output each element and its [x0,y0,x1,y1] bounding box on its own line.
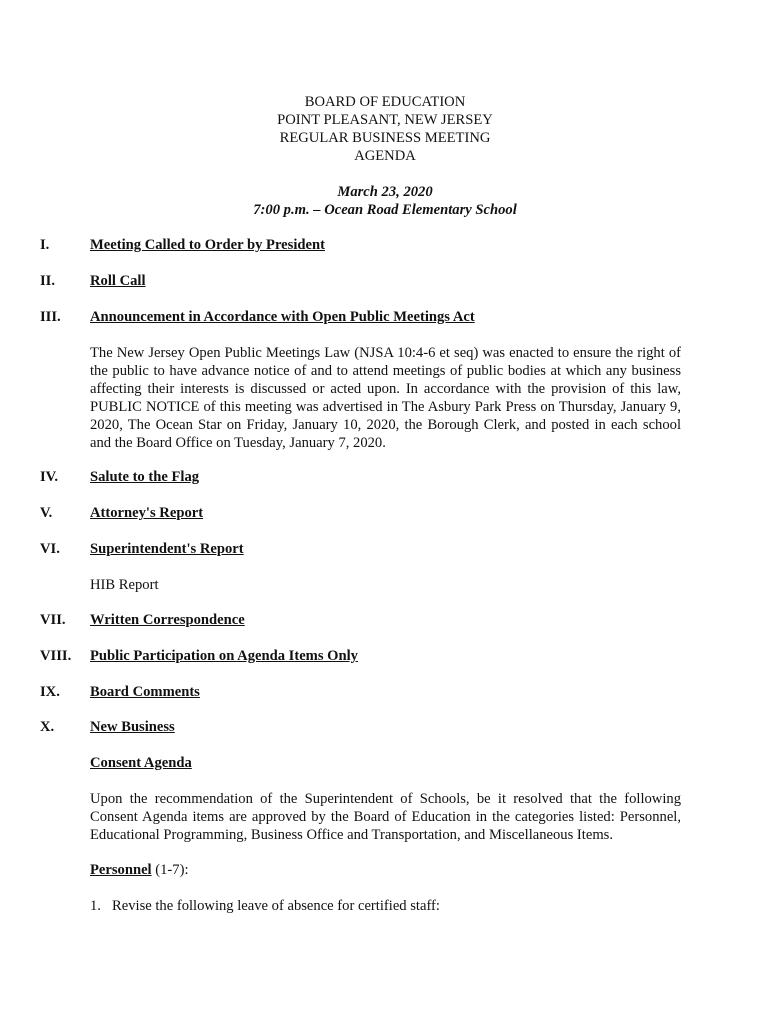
agenda-item-number: IX. [40,684,60,700]
agenda-item-label: Salute to the Flag [90,469,200,485]
agenda-item-label: Public Participation on Agenda Items Only [90,648,358,664]
agenda-item-label: Meeting Called to Order by President [90,237,325,253]
agenda-item-number: X. [40,719,55,735]
agenda-item-number: IV. [40,469,58,485]
announcement-paragraph: The New Jersey Open Public Meetings Law (NJSA 10:4-6 et seq) was enacted to ensure the right of the public to have advance notice of and to attend meetings of public bodies at which any business affecting their interests is discussed or acted upon. In accordance with the provision of this law, PUBLIC NOTICE of this meeting was advertised in The Asbury Park Press on Thursday, January 9, 2020, The Ocean Star on Friday, January 10, 2020, the Borough Clerk, and posted in each school and the Board Office on Tuesday, January 7, 2020. [90,345,681,451]
personnel-label: Personnel [90,862,152,878]
agenda-item-number: VIII. [40,648,72,664]
agenda-item-number: I. [40,237,50,253]
agenda-item-number: VI. [40,541,60,557]
agenda-item-label: Superintendent's Report [90,541,244,557]
header-line: AGENDA [354,147,416,164]
meeting-date: March 23, 2020 [337,184,433,200]
agenda-item-label: New Business [90,719,175,735]
consent-agenda-paragraph: Upon the recommendation of the Superintendent of Schools, be it resolved that the following Consent Agenda items are approved by the Board of Education in the categories listed: Personnel, Educational Programming, Business Office and Transportation, and Miscellaneous Items. [90,791,681,843]
agenda-item-label: Attorney's Report [90,505,204,521]
agenda-item-number: III. [40,309,61,325]
meeting-date-block [0,184,770,220]
agenda-item-number: V. [40,505,53,521]
header-line: REGULAR BUSINESS MEETING [279,129,491,146]
meeting-time-location: 7:00 p.m. – Ocean Road Elementary School [253,201,517,218]
document-header [0,94,770,166]
agenda-item-number: VII. [40,612,66,628]
agenda-item-label: Announcement in Accordance with Open Public Meetings Act [90,309,475,325]
superintendent-subitem: HIB Report [90,577,159,593]
list-item [90,898,440,916]
personnel-heading [90,862,189,880]
header-line: POINT PLEASANT, NEW JERSEY [277,111,493,128]
agenda-item-label: Board Comments [90,684,200,700]
consent-agenda-heading: Consent Agenda [90,755,192,771]
header-line: BOARD OF EDUCATION [304,94,466,110]
personnel-range: (1-7): [151,862,189,878]
agenda-item-label: Roll Call [90,273,146,289]
agenda-item-number: II. [40,273,56,289]
list-item-number: 1. [90,898,101,914]
list-item-text: Revise the following leave of absence for certified staff: [112,898,440,914]
agenda-item-label: Written Correspondence [90,612,245,628]
